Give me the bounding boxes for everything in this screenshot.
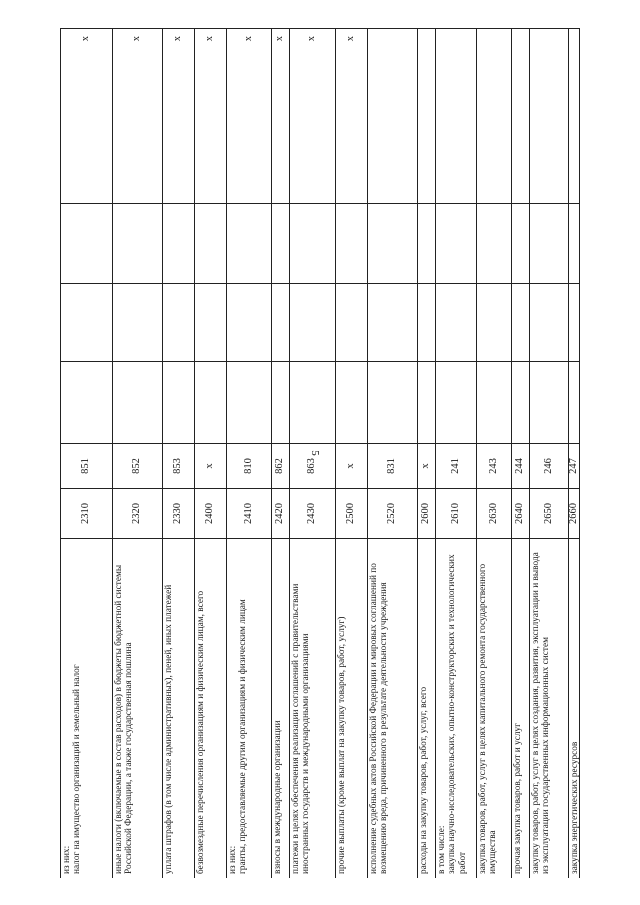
table-row: [112, 28, 162, 878]
row-code-cell: 2640: [511, 488, 529, 538]
row-code-cell: 2420: [271, 488, 289, 538]
value-cell-4: x: [306, 36, 318, 42]
value-cell-1: [60, 361, 112, 443]
row-name-cell: из них: налог на имущество организаций и земельный налог: [60, 538, 112, 878]
row-code-cell: 2400: [194, 488, 226, 538]
row-name-cell: взносы в международные организации: [271, 538, 289, 878]
row-code-cell: 2410: [226, 488, 271, 538]
value-cell-4: x: [345, 36, 357, 42]
row-divider: [271, 28, 272, 878]
row-kosgu-cell: 862: [271, 443, 289, 488]
row-divider: [226, 28, 227, 878]
budget-table: [60, 28, 580, 878]
table-row: [568, 28, 580, 878]
value-cell-2: [529, 283, 568, 361]
row-name-cell: закупка энергетических ресурсов: [568, 538, 580, 878]
row-name-cell: в том числе: закупка научно-исследовательских, опытно-конструкторских и технологических работ: [435, 538, 476, 878]
value-cell-2: [162, 283, 194, 361]
value-cell-1: [271, 361, 289, 443]
value-cell-2: [335, 283, 367, 361]
value-cell-1: [529, 361, 568, 443]
page-number: 5: [309, 450, 321, 456]
row-code-cell: 2660: [568, 488, 580, 538]
row-name-cell: безвозмездные перечисления организациям и физическим лицам, всего: [194, 538, 226, 878]
row-divider: [529, 28, 530, 878]
row-name-cell: закупка товаров, работ, услуг в целях капитального ремонта государственного имущества: [476, 538, 511, 878]
value-cell-3: [194, 203, 226, 283]
row-divider: [194, 28, 195, 878]
table-row: [289, 28, 335, 878]
rotated-table-frame: [60, 28, 580, 878]
value-cell-4: [529, 28, 568, 203]
row-code-cell: 2630: [476, 488, 511, 538]
row-name-cell: из них: гранты, предоставляемые другим организациям и физическим лицам: [226, 538, 271, 878]
value-cell-2: [271, 283, 289, 361]
table-row: [226, 28, 271, 878]
row-name-cell: закупку товаров, работ, услуг в целях создания, развития, эксплуатации и вывода из эксплуатации государственных информационных систем: [529, 538, 568, 878]
row-divider: [417, 28, 418, 878]
table-row: [194, 28, 226, 878]
value-cell-3: [511, 203, 529, 283]
value-cell-3: [568, 203, 580, 283]
value-cell-2: [435, 283, 476, 361]
row-kosgu-cell: 243: [476, 443, 511, 488]
row-kosgu-cell: x: [417, 443, 435, 488]
row-divider: [511, 28, 512, 878]
row-code-cell: 2320: [112, 488, 162, 538]
table-row: [162, 28, 194, 878]
table-row: [529, 28, 568, 878]
table-row: [476, 28, 511, 878]
value-cell-2: [289, 283, 335, 361]
table-row: [335, 28, 367, 878]
value-cell-1: [367, 361, 417, 443]
value-cell-4: x: [172, 36, 184, 42]
value-cell-4: x: [242, 36, 254, 42]
value-cell-3: [162, 203, 194, 283]
row-kosgu-cell: 247: [568, 443, 580, 488]
table-row: [511, 28, 529, 878]
value-cell-1: [511, 361, 529, 443]
table-row: [367, 28, 417, 878]
row-code-cell: 2330: [162, 488, 194, 538]
value-cell-1: [162, 361, 194, 443]
row-kosgu-cell: x: [194, 443, 226, 488]
value-cell-4: [367, 28, 417, 203]
row-kosgu-cell: 852: [112, 443, 162, 488]
row-code-cell: 2650: [529, 488, 568, 538]
value-cell-3: [60, 203, 112, 283]
table-row: [435, 28, 476, 878]
row-name-cell: исполнение судебных актов Российской Федерации и мировых соглашений по возмещению вреда, причиненного в результате деятельности учреждения: [367, 538, 417, 878]
value-cell-4: x: [274, 36, 286, 42]
row-kosgu-cell: 851: [60, 443, 112, 488]
value-cell-2: [112, 283, 162, 361]
row-kosgu-cell: x: [335, 443, 367, 488]
value-cell-1: [476, 361, 511, 443]
row-divider: [289, 28, 290, 878]
value-cell-3: [289, 203, 335, 283]
row-kosgu-cell: 863: [289, 443, 335, 488]
value-cell-2: [476, 283, 511, 361]
row-code-cell: 2500: [335, 488, 367, 538]
value-cell-3: [417, 203, 435, 283]
value-cell-4: [435, 28, 476, 203]
row-code-cell: 2310: [60, 488, 112, 538]
value-cell-3: [335, 203, 367, 283]
value-cell-4: [568, 28, 580, 203]
value-cell-3: [367, 203, 417, 283]
row-name-cell: платежи в целях обеспечения реализации соглашений с правительствами иностранных государств и международными организациями: [289, 538, 335, 878]
value-cell-4: [417, 28, 435, 203]
row-name-cell: прочие выплаты (кроме выплат на закупку товаров, работ, услуг): [335, 538, 367, 878]
value-cell-4: x: [204, 36, 216, 42]
row-kosgu-cell: 241: [435, 443, 476, 488]
value-cell-2: [226, 283, 271, 361]
value-cell-2: [511, 283, 529, 361]
value-cell-3: [112, 203, 162, 283]
value-cell-4: x: [80, 36, 92, 42]
row-divider: [367, 28, 368, 878]
value-cell-3: [271, 203, 289, 283]
value-cell-1: [226, 361, 271, 443]
value-cell-2: [194, 283, 226, 361]
row-code-cell: 2430: [289, 488, 335, 538]
row-kosgu-cell: 246: [529, 443, 568, 488]
value-cell-3: [476, 203, 511, 283]
row-code-cell: 2520: [367, 488, 417, 538]
value-cell-2: [367, 283, 417, 361]
row-code-cell: 2610: [435, 488, 476, 538]
table-row: [271, 28, 289, 878]
value-cell-3: [529, 203, 568, 283]
value-cell-1: [435, 361, 476, 443]
value-cell-1: [112, 361, 162, 443]
value-cell-1: [289, 361, 335, 443]
table-row: [417, 28, 435, 878]
row-kosgu-cell: 244: [511, 443, 529, 488]
value-cell-3: [435, 203, 476, 283]
row-divider: [568, 28, 569, 878]
row-kosgu-cell: 853: [162, 443, 194, 488]
value-cell-1: [568, 361, 580, 443]
value-cell-4: [511, 28, 529, 203]
row-divider: [476, 28, 477, 878]
row-divider: [162, 28, 163, 878]
value-cell-1: [335, 361, 367, 443]
value-cell-3: [226, 203, 271, 283]
value-cell-1: [417, 361, 435, 443]
value-cell-2: [568, 283, 580, 361]
value-cell-2: [417, 283, 435, 361]
value-cell-4: x: [131, 36, 143, 42]
row-kosgu-cell: 810: [226, 443, 271, 488]
row-code-cell: 2600: [417, 488, 435, 538]
row-divider: [112, 28, 113, 878]
row-divider: [435, 28, 436, 878]
row-name-cell: иные налоги (включаемые в состав расходов) в бюджеты бюджетной системы Российской Федерации, а также государственная пошлина: [112, 538, 162, 878]
value-cell-1: [194, 361, 226, 443]
row-name-cell: расходы на закупку товаров, работ, услуг, всего: [417, 538, 435, 878]
table-row: [60, 28, 112, 878]
row-divider: [335, 28, 336, 878]
value-cell-2: [60, 283, 112, 361]
row-name-cell: уплата штрафов (в том числе административных), пеней, иных платежей: [162, 538, 194, 878]
row-name-cell: прочая закупка товаров, работ и услуг: [511, 538, 529, 878]
row-kosgu-cell: 831: [367, 443, 417, 488]
value-cell-4: [476, 28, 511, 203]
